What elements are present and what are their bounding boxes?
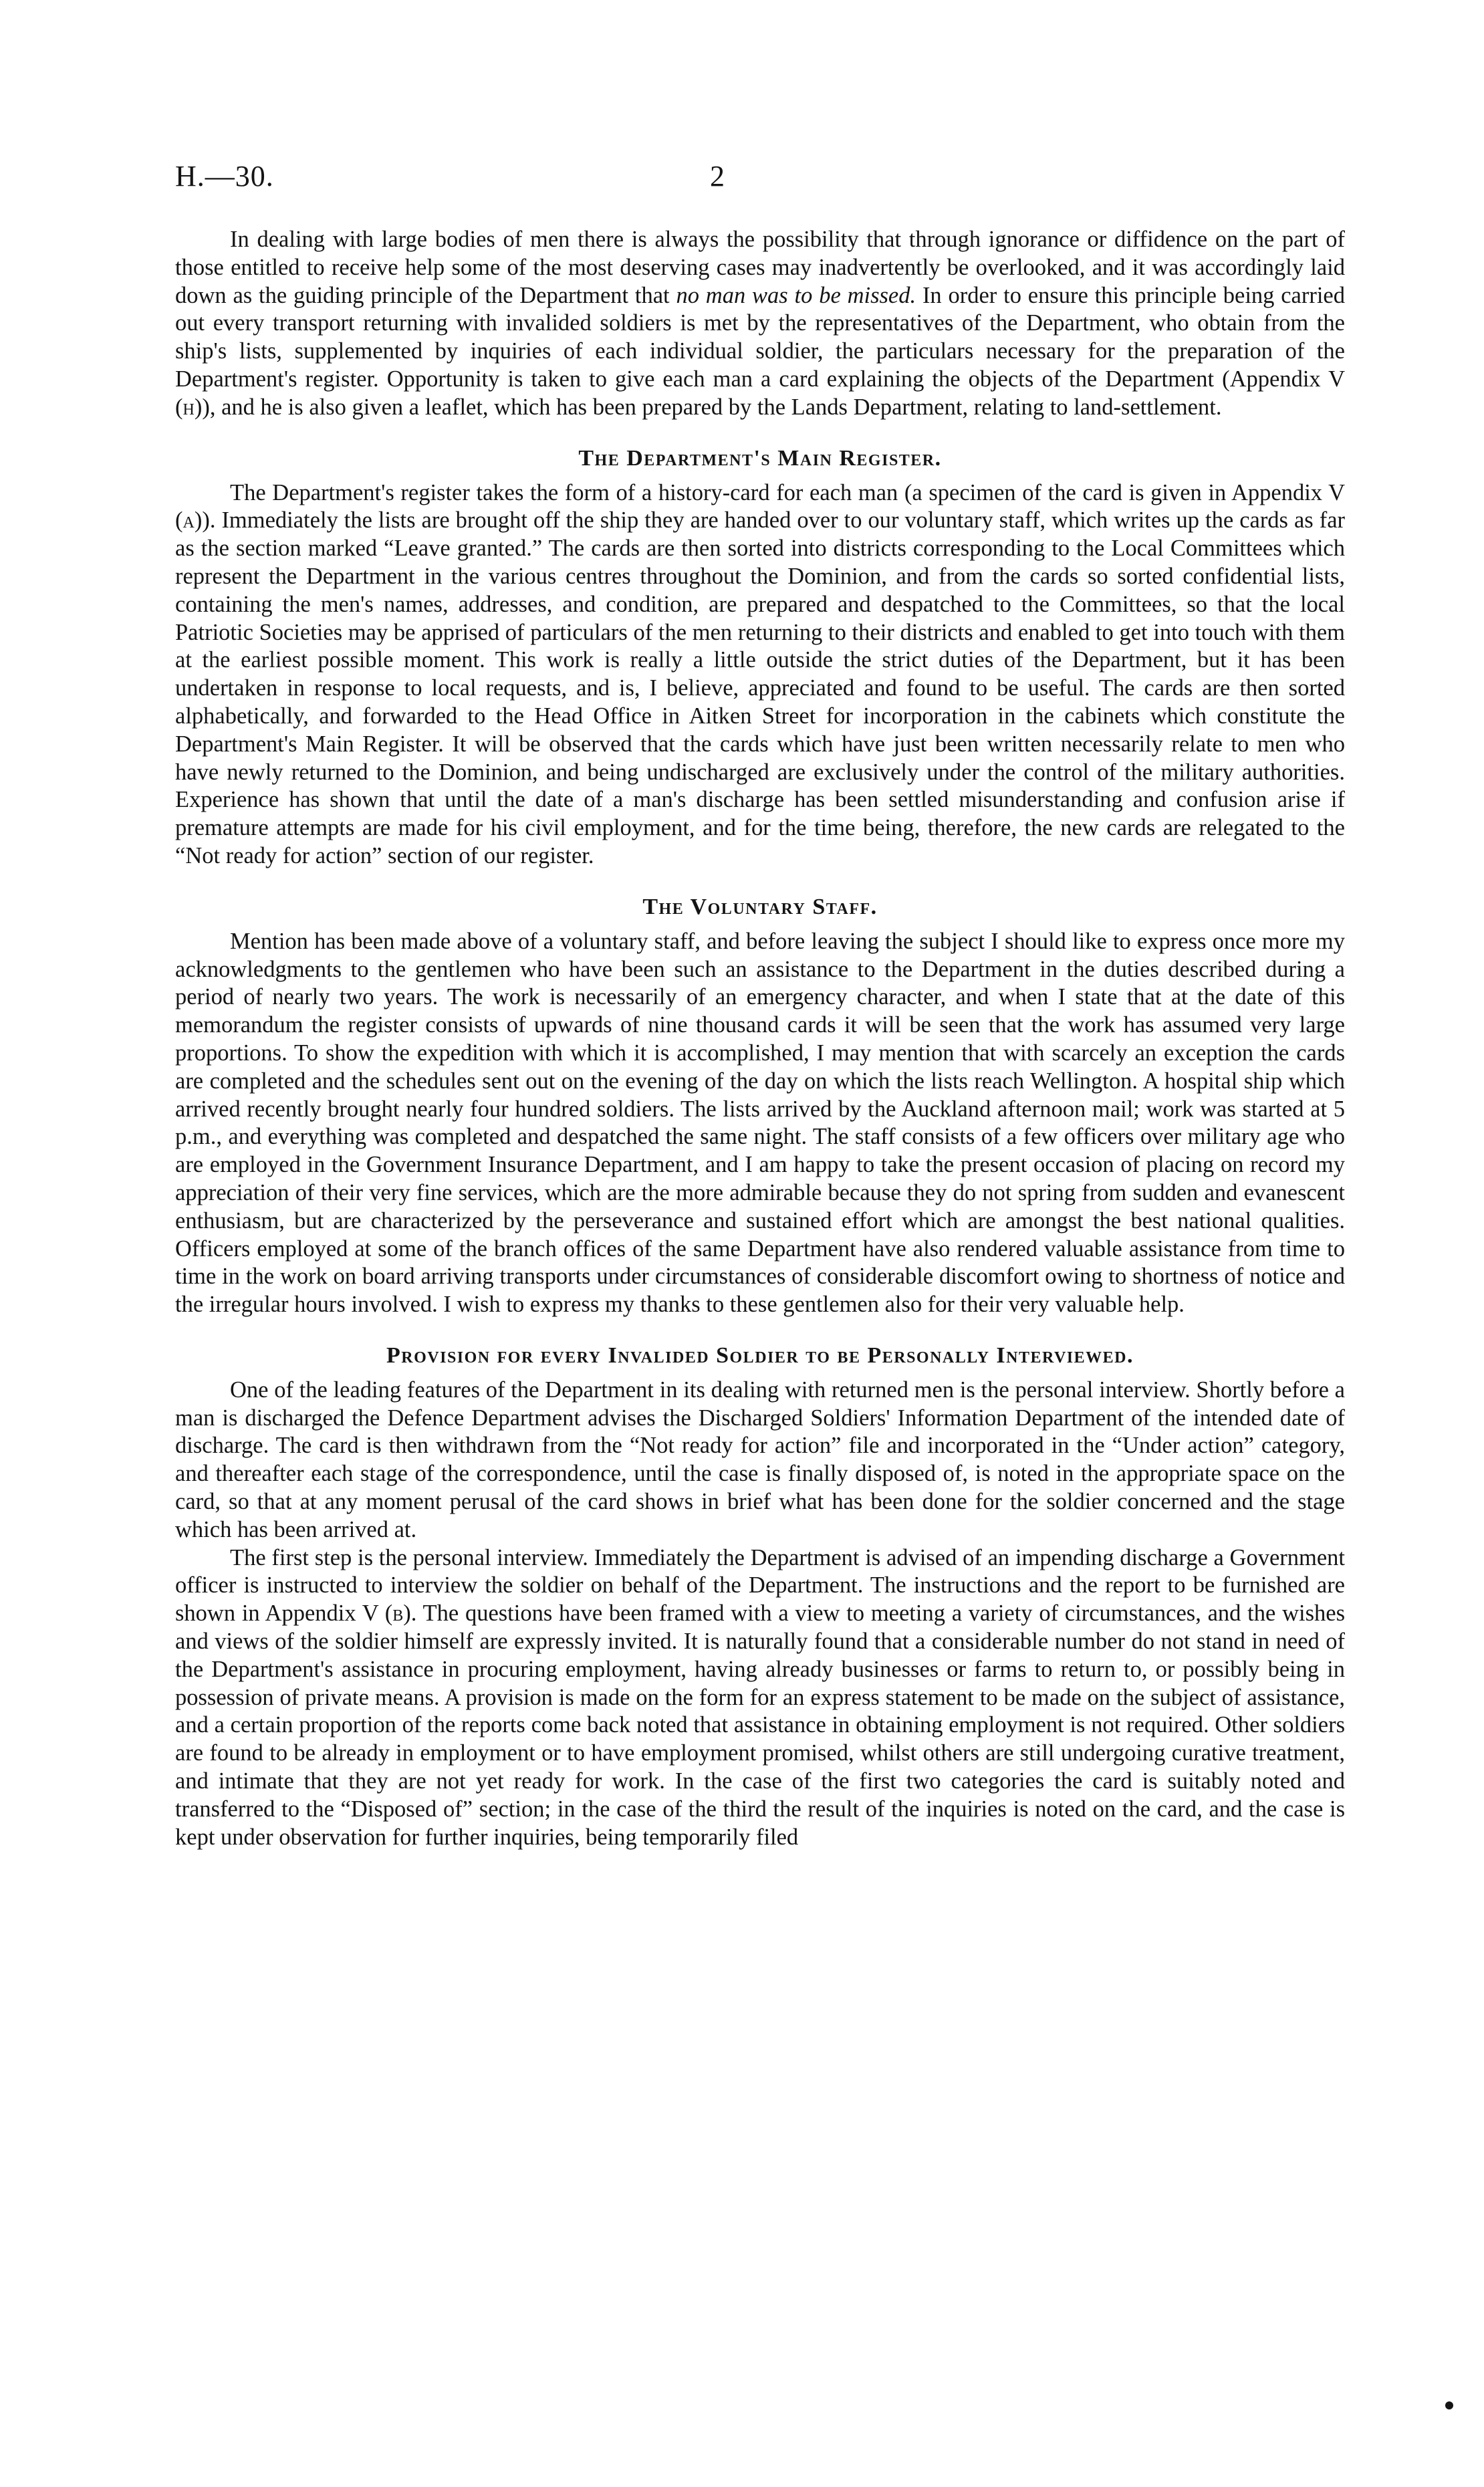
main-register-paragraph: The Department's register takes the form of a history-card for each man (a specimen of the card is given in Appendix V (a)). Immediately the lists are brought off the ship they are handed over to our voluntary staff, which writes up the cards as far as the section marked “Leave granted.” The cards are then sorted into districts corresponding to the Local Committees which represent the Department in the various centres throughout the Dominion, and from the cards so sorted confidential lists, containing the men's names, addresses, and condition, are prepared and despatched to the Committees, so that the local Patriotic Societies may be apprised of particulars of the men returning to their districts and enabled to get into touch with them at the earliest possible moment. This work is really a little outside the strict duties of the Department, but it has been undertaken in response to local requests, and is, I believe, appreciated and found to be useful. The cards are then sorted alphabetically, and forwarded to the Head Office in Aitken Street for incorporation in the cabinets which constitute the Department's Main Register. It will be observed that the cards which have just been written necessarily relate to men who have newly returned to the Dominion, and being undischarged are exclusively under the control of the military authorities. Experience has shown that until the date of a man's discharge has been settled misunderstanding and confusion arise if premature attempts are made for his civil employment, and for the time being, therefore, the new cards are relegated to the “Not ready for action” section of our register. [175, 479, 1345, 868]
section-heading-voluntary-staff: The Voluntary Staff. [642, 894, 878, 919]
intro-paragraph: In dealing with large bodies of men there is always the possibility that through ignorance or diffidence on the part of those entitled to receive help some of the most deserving cases may inadvertently be overlooked, and it was accordingly laid down as the guiding principle of the Department that no man was to be missed. In order to ensure this principle being carried out every transport returning with invalided soldiers is met by the representatives of the Department, who obtain from the ship's lists, supplemented by inquiries of each individual soldier, the particulars necessary for the preparation of the Department's register. Opportunity is taken to give each man a card explaining the objects of the Department (Appendix V (h)), and he is also given a leaflet, which has been prepared by the Lands Department, relating to land-settlement. [175, 227, 1345, 420]
emphasis-no-man-missed: no man was to be missed. [676, 282, 916, 308]
page-number: 2 [710, 160, 725, 193]
document-reference: H.—30. [175, 160, 274, 193]
section-heading-personal-interview: Provision for every Invalided Soldier to be Personally Interviewed. [386, 1342, 1134, 1368]
page-header [175, 159, 1345, 206]
page-body [175, 226, 1345, 1851]
personal-interview-paragraph-2: The first step is the personal interview. Immediately the Department is advised of an impending discharge a Government officer is instructed to interview the soldier on behalf of the Department. The instructions and the report to be furnished are shown in Appendix V (b). The questions have been framed with a view to meeting a variety of circumstances, and the wishes and views of the soldier himself are expressly invited. It is naturally found that a considerable number do not stand in need of the Department's assistance in procuring employment, having already businesses or farms to return to, or possibly being in possession of private means. A provision is made on the form for an express statement to be made on the subject of assistance, and a certain proportion of the reports come back noted that assistance in obtaining employment is not required. Other soldiers are found to be already in employment or to have employment promised, whilst others are still undergoing curative treatment, and intimate that they are not yet ready for work. In the case of the first two categories the card is suitably noted and transferred to the “Disposed of” section; in the case of the third the result of the inquiries is noted on the card, and the case is kept under observation for further inquiries, being temporarily filed [175, 1544, 1345, 1850]
personal-interview-paragraph-1: One of the leading features of the Department in its dealing with returned men is the personal interview. Shortly before a man is discharged the Defence Department advises the Discharged Soldiers' Information Department of the intended date of discharge. The card is then withdrawn from the “Not ready for action” file and incorporated in the “Under action” category, and thereafter each stage of the correspondence, until the case is finally disposed of, is noted in the appropriate space on the card, so that at any moment perusal of the card shows in brief what has been done for the soldier concerned and the stage which has been arrived at. [175, 1377, 1345, 1542]
section-heading-main-register: The Department's Main Register. [578, 445, 942, 471]
voluntary-staff-paragraph: Mention has been made above of a voluntary staff, and before leaving the subject I should like to express once more my acknowledgments to the gentlemen who have been such an assistance to the Department in the duties described during a period of nearly two years. The work is necessarily of an emergency character, and when I state that at the date of this memorandum the register consists of upwards of nine thousand cards it will be seen that the work has assumed very large proportions. To show the expedition with which it is accomplished, I may mention that with scarcely an exception the cards are completed and the schedules sent out on the evening of the day on which the lists reach Wellington. A hospital ship which arrived recently brought nearly four hundred soldiers. The lists arrived by the Auckland afternoon mail; work was started at 5 p.m., and everything was completed and despatched the same night. The staff consists of a few officers over military age who are employed in the Government Insurance Department, and I am happy to take the present occasion of placing on record my appreciation of their very fine services, which are the more admirable because they do not spring from sudden and evanescent enthusiasm, but are characterized by the perseverance and sustained effort which are amongst the best national qualities. Officers employed at some of the branch offices of the same Department have also rendered valuable assistance from time to time in the work on board arriving transports under circumstances of considerable discomfort owing to shortness of notice and the irregular hours involved. I wish to express my thanks to these gentlemen also for their very valuable help. [175, 928, 1345, 1318]
ink-mark [1445, 2401, 1453, 2409]
